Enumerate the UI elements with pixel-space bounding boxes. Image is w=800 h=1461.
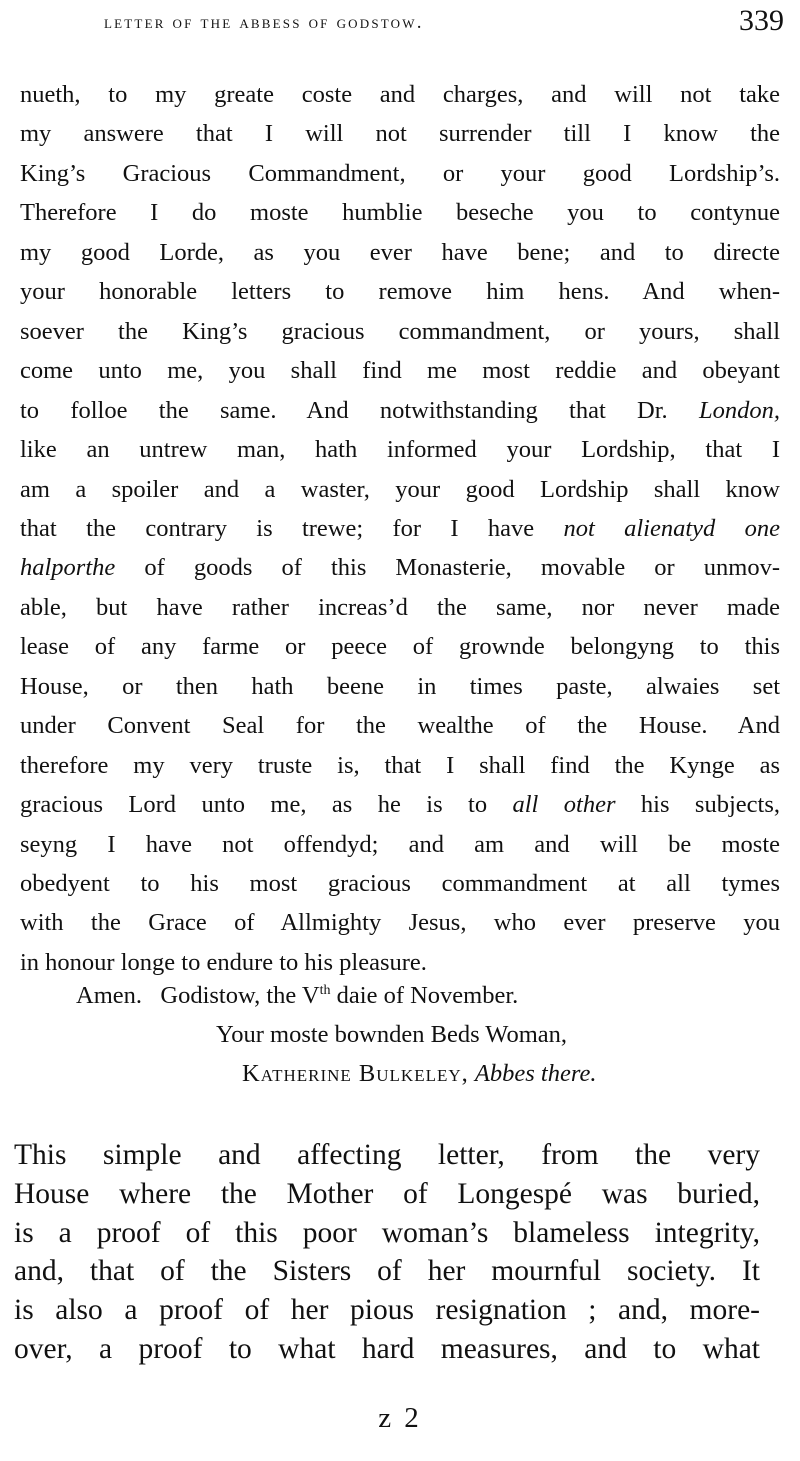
text-segment: am a spoiler and a waster, your good Lordship shall know (20, 475, 780, 503)
date-superscript: th (319, 983, 331, 998)
text-line (20, 117, 780, 151)
text-segment: under Convent Seal for the wealthe of the House. And (20, 712, 780, 740)
text-segment: of goods of this Monasterie, movable or unmov- (115, 554, 780, 582)
text-segment: is also a proof of her pious resignation ; and, more- (14, 1294, 760, 1327)
text-line (20, 709, 780, 743)
signature (242, 1060, 596, 1088)
italic-text: not alienatyd one (563, 514, 780, 542)
text-line (20, 551, 780, 585)
text-line (20, 946, 780, 980)
text-line (20, 196, 780, 230)
text-segment: like an untrew man, hath informed your Lordship, that I (20, 436, 780, 464)
text-line (20, 591, 780, 625)
text-segment: his subjects, (615, 791, 780, 819)
text-line (20, 433, 780, 467)
text-segment: soever the King’s gracious commandment, or yours, shall (20, 317, 780, 345)
text-segment: is a proof of this poor woman’s blameless integrity, (14, 1216, 760, 1249)
text-segment: and, that of the Sisters of her mournful society. It (14, 1255, 760, 1288)
text-line (14, 1330, 760, 1368)
text-segment: with the Grace of Allmighty Jesus, who ever preserve you (20, 909, 780, 937)
text-segment: my answere that I will not surrender till I know the (20, 120, 780, 148)
text-segment: House, or then hath beene in times paste, alwaies set (20, 672, 780, 700)
italic-text: London, (698, 396, 780, 424)
text-segment: able, but have rather increas’d the same, nor never made (20, 593, 780, 621)
italic-text: all other (512, 791, 616, 819)
text-segment: gracious Lord unto me, as he is to (20, 791, 513, 819)
closing-date-line (76, 982, 518, 1010)
place-date-rest: daie of November. (330, 982, 519, 1009)
signature-name: Katherine Bulkeley, (242, 1060, 469, 1087)
text-line (20, 867, 780, 901)
text-line (20, 157, 780, 191)
text-line (20, 906, 780, 940)
text-segment: to folloe the same. And notwithstanding that Dr. (20, 396, 699, 424)
text-line (20, 394, 780, 428)
running-header (104, 4, 784, 40)
text-line (20, 354, 780, 388)
text-segment: over, a proof to what hard measures, and to what (14, 1333, 760, 1365)
running-title: letter of the abbess of godstow. (104, 12, 424, 33)
text-segment: obedyent to his most gracious commandment at all tymes (20, 870, 780, 897)
text-segment: my good Lorde, as you ever have bene; and to directe (20, 238, 780, 266)
text-line (14, 1214, 760, 1252)
text-line (20, 749, 780, 783)
text-segment: King’s Gracious Commandment, or your good Lordship’s. (20, 159, 780, 187)
text-line (14, 1136, 760, 1174)
subscription: Your moste bownden Beds Woman, (216, 1021, 568, 1048)
text-line (20, 315, 780, 349)
text-line (20, 236, 780, 270)
text-line (20, 473, 780, 507)
text-line (14, 1291, 760, 1329)
signature-mark: z 2 (378, 1402, 422, 1434)
text-line (20, 828, 780, 862)
text-segment: This simple and affecting letter, from the very (14, 1139, 760, 1171)
text-line (20, 78, 780, 112)
text-line (20, 512, 780, 546)
text-segment: nueth, to my greate coste and charges, and will not take (20, 81, 780, 108)
signature-title: Abbes there. (474, 1060, 597, 1087)
text-segment: come unto me, you shall find me most reddie and obeyant (20, 357, 780, 385)
text-segment: in honour longe to endure to his pleasure. (20, 948, 427, 976)
text-segment: therefore my very truste is, that I shall find the Kynge as (20, 751, 780, 779)
text-line (20, 670, 780, 704)
text-line (14, 1252, 760, 1290)
text-line (20, 630, 780, 664)
text-segment: that the contrary is trewe; for I have (20, 514, 564, 542)
amen: Amen. (76, 982, 142, 1009)
italic-text: halporthe (20, 554, 116, 582)
text-segment: lease of any farme or peece of grownde belongyng to this (20, 633, 780, 661)
text-segment: seyng I have not offendyd; and am and will be moste (20, 830, 780, 858)
text-segment: Therefore I do moste humblie beseche you to contynue (20, 199, 780, 227)
text-line (20, 275, 780, 309)
text-segment: House where the Mother of Longespé was buried, (14, 1177, 760, 1210)
place-date: Godistow, the V (160, 982, 320, 1009)
page-number: 339 (739, 4, 784, 37)
text-line (20, 788, 780, 822)
text-line (14, 1175, 760, 1213)
text-segment: your honorable letters to remove him hens. And when- (20, 278, 780, 306)
